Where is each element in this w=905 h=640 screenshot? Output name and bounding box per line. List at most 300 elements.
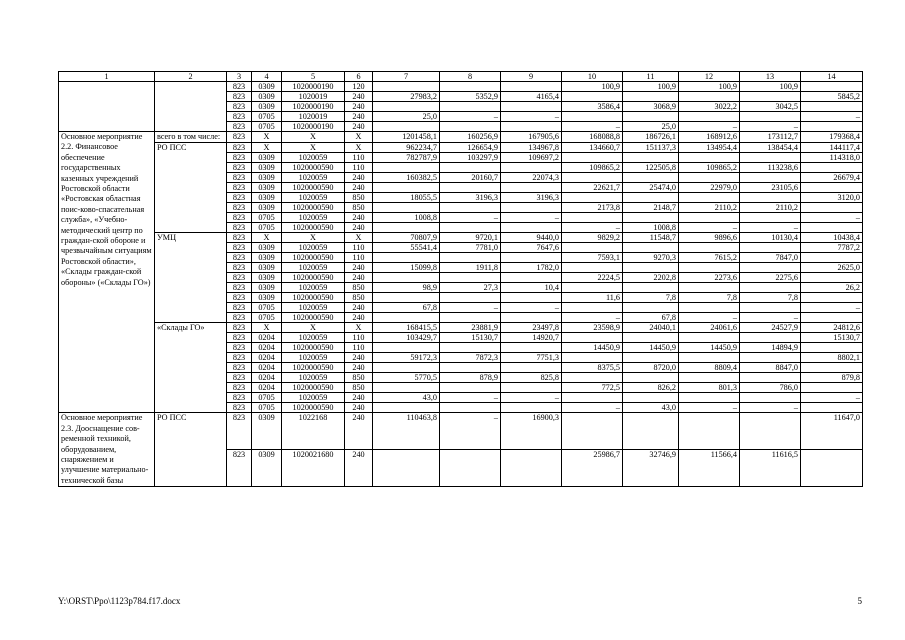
amount-cell: – [440, 112, 501, 122]
header-cell: 13 [740, 72, 801, 82]
amount-cell: – [562, 403, 623, 413]
amount-cell [501, 183, 562, 193]
amount-cell [623, 283, 679, 293]
code-cell: 823 [227, 403, 252, 413]
amount-cell: 138454,4 [740, 143, 801, 153]
amount-cell [679, 333, 740, 343]
footer-file-path: Y:\ORST\Ppo\1123p784.f17.docx [58, 596, 181, 606]
code-cell: 110 [345, 253, 373, 263]
amount-cell: 32746,9 [623, 450, 679, 487]
amount-cell: 7,8 [623, 293, 679, 303]
amount-cell: 151137,3 [623, 143, 679, 153]
amount-cell: 11,6 [562, 293, 623, 303]
amount-cell: 100,9 [740, 82, 801, 92]
amount-cell: 70807,9 [373, 233, 440, 243]
amount-cell: 109865,2 [562, 163, 623, 173]
amount-cell [801, 343, 863, 353]
amount-cell [373, 163, 440, 173]
amount-cell: 1782,0 [501, 263, 562, 273]
amount-cell: 5770,5 [373, 373, 440, 383]
amount-cell [440, 343, 501, 353]
amount-cell: 786,0 [740, 383, 801, 393]
amount-cell [679, 153, 740, 163]
code-cell: 823 [227, 112, 252, 122]
amount-cell [501, 102, 562, 112]
amount-cell: – [740, 313, 801, 323]
amount-cell: – [679, 223, 740, 233]
amount-cell [562, 263, 623, 273]
amount-cell: – [562, 122, 623, 132]
amount-cell [740, 263, 801, 273]
amount-cell: 15099,8 [373, 263, 440, 273]
code-cell: 240 [345, 92, 373, 102]
amount-cell: 15130,7 [440, 333, 501, 343]
executor-cell: РО ПСС [155, 413, 227, 487]
code-cell: 823 [227, 343, 252, 353]
amount-cell: 11548,7 [623, 233, 679, 243]
code-cell: X [345, 143, 373, 153]
amount-cell: 14450,9 [623, 343, 679, 353]
amount-cell [679, 353, 740, 363]
amount-cell: – [679, 122, 740, 132]
amount-cell: 67,8 [623, 313, 679, 323]
code-cell: 823 [227, 313, 252, 323]
amount-cell: 2148,7 [623, 203, 679, 213]
amount-cell: 801,3 [679, 383, 740, 393]
code-cell: 240 [345, 112, 373, 122]
amount-cell: 5845,2 [801, 92, 863, 102]
amount-cell [740, 353, 801, 363]
amount-cell: – [740, 122, 801, 132]
amount-cell: 100,9 [562, 82, 623, 92]
code-cell: 240 [345, 363, 373, 373]
amount-cell: 772,5 [562, 383, 623, 393]
amount-cell [623, 413, 679, 450]
code-cell: 0309 [252, 153, 282, 163]
amount-cell [501, 223, 562, 233]
amount-cell [801, 363, 863, 373]
amount-cell: – [801, 213, 863, 223]
amount-cell: 24040,1 [623, 323, 679, 333]
code-cell: 0705 [252, 403, 282, 413]
amount-cell: 3196,3 [501, 193, 562, 203]
code-cell: 1020059 [282, 353, 345, 363]
code-cell: 110 [345, 333, 373, 343]
amount-cell [801, 163, 863, 173]
code-cell: 120 [345, 82, 373, 92]
code-cell: 0204 [252, 353, 282, 363]
amount-cell [679, 193, 740, 203]
code-cell: 1020000590 [282, 293, 345, 303]
amount-cell: – [562, 223, 623, 233]
amount-cell: – [679, 403, 740, 413]
code-cell: 0204 [252, 333, 282, 343]
code-cell: X [252, 132, 282, 143]
amount-cell [373, 122, 440, 132]
amount-cell [562, 92, 623, 102]
amount-cell [373, 203, 440, 213]
amount-cell: 22074,3 [501, 173, 562, 183]
code-cell: 1020000590 [282, 403, 345, 413]
amount-cell [501, 273, 562, 283]
code-cell: 240 [345, 403, 373, 413]
amount-cell [740, 333, 801, 343]
amount-cell: 110463,8 [373, 413, 440, 450]
code-cell: 823 [227, 363, 252, 373]
amount-cell: 23497,8 [501, 323, 562, 333]
code-cell: 240 [345, 303, 373, 313]
amount-cell [501, 313, 562, 323]
amount-cell [440, 383, 501, 393]
code-cell: 0309 [252, 193, 282, 203]
amount-cell [740, 153, 801, 163]
code-cell: 823 [227, 193, 252, 203]
amount-cell: 113238,6 [740, 163, 801, 173]
amount-cell [679, 92, 740, 102]
amount-cell [440, 403, 501, 413]
amount-cell: 25986,7 [562, 450, 623, 487]
amount-cell [501, 253, 562, 263]
code-cell: 1020059 [282, 263, 345, 273]
amount-cell [440, 273, 501, 283]
code-cell: 0309 [252, 243, 282, 253]
code-cell: X [282, 323, 345, 333]
amount-cell [440, 450, 501, 487]
amount-cell: 168088,8 [562, 132, 623, 143]
amount-cell: 168912,6 [679, 132, 740, 143]
code-cell: 1020000590 [282, 223, 345, 233]
amount-cell: 826,2 [623, 383, 679, 393]
amount-cell: 55541,4 [373, 243, 440, 253]
amount-cell: 20160,7 [440, 173, 501, 183]
header-cell: 6 [345, 72, 373, 82]
code-cell: 0309 [252, 92, 282, 102]
amount-cell: 23881,9 [440, 323, 501, 333]
code-cell: 110 [345, 243, 373, 253]
amount-cell [623, 173, 679, 183]
amount-cell [623, 333, 679, 343]
amount-cell: 25474,0 [623, 183, 679, 193]
amount-cell: 168415,5 [373, 323, 440, 333]
table-row [59, 323, 863, 333]
amount-cell [740, 112, 801, 122]
code-cell: 823 [227, 243, 252, 253]
amount-cell [440, 203, 501, 213]
header-cell: 5 [282, 72, 345, 82]
amount-cell [562, 153, 623, 163]
amount-cell: 3042,5 [740, 102, 801, 112]
code-cell: 823 [227, 203, 252, 213]
code-cell: 1020059 [282, 193, 345, 203]
amount-cell: – [501, 393, 562, 403]
amount-cell [440, 293, 501, 303]
amount-cell [440, 122, 501, 132]
amount-cell: 7751,3 [501, 353, 562, 363]
amount-cell [623, 373, 679, 383]
code-cell: 1020059 [282, 333, 345, 343]
code-cell: 1020059 [282, 393, 345, 403]
code-cell: 823 [227, 153, 252, 163]
code-cell: 240 [345, 122, 373, 132]
amount-cell [562, 213, 623, 223]
amount-cell: 11647,0 [801, 413, 863, 450]
amount-cell [373, 450, 440, 487]
code-cell: 0705 [252, 223, 282, 233]
amount-cell: 7615,2 [679, 253, 740, 263]
amount-cell: 27983,2 [373, 92, 440, 102]
code-cell: 823 [227, 132, 252, 143]
amount-cell [501, 82, 562, 92]
code-cell: 823 [227, 92, 252, 102]
amount-cell: 7593,1 [562, 253, 623, 263]
amount-cell: – [801, 112, 863, 122]
budget-table [58, 71, 863, 487]
amount-cell [440, 163, 501, 173]
amount-cell [440, 82, 501, 92]
executor-cell: РО ПСС [155, 143, 227, 233]
amount-cell [801, 293, 863, 303]
amount-cell: 2273,6 [679, 273, 740, 283]
amount-cell: 1008,8 [623, 223, 679, 233]
amount-cell: 9896,6 [679, 233, 740, 243]
amount-cell: – [501, 303, 562, 313]
code-cell: 240 [345, 450, 373, 487]
code-cell: 0309 [252, 293, 282, 303]
code-cell: 0309 [252, 82, 282, 92]
code-cell: 823 [227, 122, 252, 132]
amount-cell [501, 203, 562, 213]
table-row [59, 132, 863, 143]
amount-cell: 24812,6 [801, 323, 863, 333]
code-cell: 240 [345, 213, 373, 223]
amount-cell [679, 112, 740, 122]
amount-cell: 23598,9 [562, 323, 623, 333]
amount-cell: 2202,8 [623, 273, 679, 283]
amount-cell [562, 173, 623, 183]
code-cell: 0309 [252, 273, 282, 283]
code-cell: 110 [345, 163, 373, 173]
code-cell: 1020000590 [282, 253, 345, 263]
code-cell: 0705 [252, 122, 282, 132]
code-cell: 1022168 [282, 413, 345, 450]
amount-cell [623, 263, 679, 273]
code-cell: 0204 [252, 383, 282, 393]
header-cell: 7 [373, 72, 440, 82]
amount-cell [801, 203, 863, 213]
code-cell: 850 [345, 283, 373, 293]
amount-cell [373, 293, 440, 303]
code-cell: 1020000590 [282, 343, 345, 353]
code-cell: 850 [345, 383, 373, 393]
amount-cell [623, 393, 679, 403]
amount-cell [501, 363, 562, 373]
code-cell: 240 [345, 223, 373, 233]
code-cell: X [345, 132, 373, 143]
table-row [59, 143, 863, 153]
code-cell: 0705 [252, 213, 282, 223]
code-cell: 0309 [252, 102, 282, 112]
amount-cell: 160256,9 [440, 132, 501, 143]
header-cell: 4 [252, 72, 282, 82]
amount-cell [562, 333, 623, 343]
header-cell: 14 [801, 72, 863, 82]
amount-cell: 9270,3 [623, 253, 679, 263]
amount-cell [440, 313, 501, 323]
amount-cell: 14920,7 [501, 333, 562, 343]
amount-cell: 134660,7 [562, 143, 623, 153]
amount-cell [679, 393, 740, 403]
amount-cell: 14894,9 [740, 343, 801, 353]
amount-cell: 5352,9 [440, 92, 501, 102]
amount-cell: 879,8 [801, 373, 863, 383]
code-cell: 1020019 [282, 112, 345, 122]
amount-cell: 103297,9 [440, 153, 501, 163]
amount-cell: – [440, 213, 501, 223]
code-cell: 823 [227, 173, 252, 183]
amount-cell [562, 393, 623, 403]
amount-cell [373, 363, 440, 373]
amount-cell [562, 283, 623, 293]
code-cell: 0705 [252, 303, 282, 313]
code-cell: 1020000590 [282, 363, 345, 373]
amount-cell [679, 413, 740, 450]
code-cell: 823 [227, 353, 252, 363]
amount-cell: – [801, 393, 863, 403]
amount-cell [740, 193, 801, 203]
code-cell: 823 [227, 102, 252, 112]
code-cell: 823 [227, 223, 252, 233]
amount-cell: 24061,6 [679, 323, 740, 333]
code-cell: 823 [227, 450, 252, 487]
amount-cell [501, 163, 562, 173]
amount-cell: 167905,6 [501, 132, 562, 143]
amount-cell: 2275,6 [740, 273, 801, 283]
amount-cell: – [740, 223, 801, 233]
code-cell: 240 [345, 263, 373, 273]
amount-cell: 10130,4 [740, 233, 801, 243]
amount-cell: 2110,2 [740, 203, 801, 213]
amount-cell [373, 343, 440, 353]
code-cell: X [252, 323, 282, 333]
amount-cell [801, 102, 863, 112]
amount-cell: 43,0 [373, 393, 440, 403]
amount-cell: 962234,7 [373, 143, 440, 153]
amount-cell: – [801, 303, 863, 313]
header-cell: 10 [562, 72, 623, 82]
code-cell: 823 [227, 183, 252, 193]
amount-cell: 10,4 [501, 283, 562, 293]
executor-cell: «Склады ГО» [155, 323, 227, 413]
amount-cell [501, 293, 562, 303]
header-cell: 1 [59, 72, 155, 82]
code-cell: X [252, 143, 282, 153]
amount-cell [740, 92, 801, 102]
amount-cell [440, 223, 501, 233]
amount-cell [562, 193, 623, 203]
amount-cell: 7647,6 [501, 243, 562, 253]
amount-cell [801, 183, 863, 193]
amount-cell: 3196,3 [440, 193, 501, 203]
amount-cell [501, 343, 562, 353]
header-cell: 12 [679, 72, 740, 82]
amount-cell: 8802,1 [801, 353, 863, 363]
code-cell: X [282, 233, 345, 243]
code-cell: 823 [227, 293, 252, 303]
amount-cell [801, 223, 863, 233]
amount-cell: 134967,8 [501, 143, 562, 153]
amount-cell: 109865,2 [679, 163, 740, 173]
amount-cell [801, 253, 863, 263]
code-cell: 823 [227, 213, 252, 223]
amount-cell [562, 243, 623, 253]
code-cell: 823 [227, 263, 252, 273]
header-cell: 9 [501, 72, 562, 82]
amount-cell [801, 450, 863, 487]
amount-cell: 2110,2 [679, 203, 740, 213]
amount-cell [373, 383, 440, 393]
amount-cell: 43,0 [623, 403, 679, 413]
amount-cell: 100,9 [679, 82, 740, 92]
code-cell: 240 [345, 273, 373, 283]
amount-cell: 109697,2 [501, 153, 562, 163]
code-cell: 1020000590 [282, 203, 345, 213]
executor-cell: всего в том числе: [155, 132, 227, 143]
amount-cell: – [440, 393, 501, 403]
code-cell: 823 [227, 233, 252, 243]
amount-cell: 173112,7 [740, 132, 801, 143]
code-cell: X [252, 233, 282, 243]
amount-cell: 878,9 [440, 373, 501, 383]
amount-cell: 25,0 [373, 112, 440, 122]
code-cell: 823 [227, 283, 252, 293]
amount-cell [801, 403, 863, 413]
code-cell: 0204 [252, 373, 282, 383]
amount-cell [679, 213, 740, 223]
code-cell: 823 [227, 413, 252, 450]
table-row [59, 233, 863, 243]
amount-cell [373, 273, 440, 283]
table-row [59, 413, 863, 450]
amount-cell: 1911,8 [440, 263, 501, 273]
code-cell: 240 [345, 183, 373, 193]
amount-cell [801, 82, 863, 92]
amount-cell: 2625,0 [801, 263, 863, 273]
amount-cell: 11566,4 [679, 450, 740, 487]
measure-name-cell [59, 82, 155, 132]
code-cell: 110 [345, 153, 373, 163]
amount-cell: 22979,0 [679, 183, 740, 193]
amount-cell: 179368,4 [801, 132, 863, 143]
amount-cell: 103429,7 [373, 333, 440, 343]
amount-cell [679, 373, 740, 383]
code-cell: X [345, 323, 373, 333]
header-cell: 11 [623, 72, 679, 82]
amount-cell: 25,0 [623, 122, 679, 132]
amount-cell: 24527,9 [740, 323, 801, 333]
amount-cell: 10438,4 [801, 233, 863, 243]
amount-cell: 9829,2 [562, 233, 623, 243]
amount-cell: 114318,0 [801, 153, 863, 163]
code-cell: 240 [345, 313, 373, 323]
code-cell: 0309 [252, 263, 282, 273]
code-cell: 0705 [252, 112, 282, 122]
amount-cell: 825,8 [501, 373, 562, 383]
amount-cell: – [440, 303, 501, 313]
amount-cell: 134954,4 [679, 143, 740, 153]
header-cell: 3 [227, 72, 252, 82]
code-cell: 823 [227, 333, 252, 343]
amount-cell: 14450,9 [562, 343, 623, 353]
